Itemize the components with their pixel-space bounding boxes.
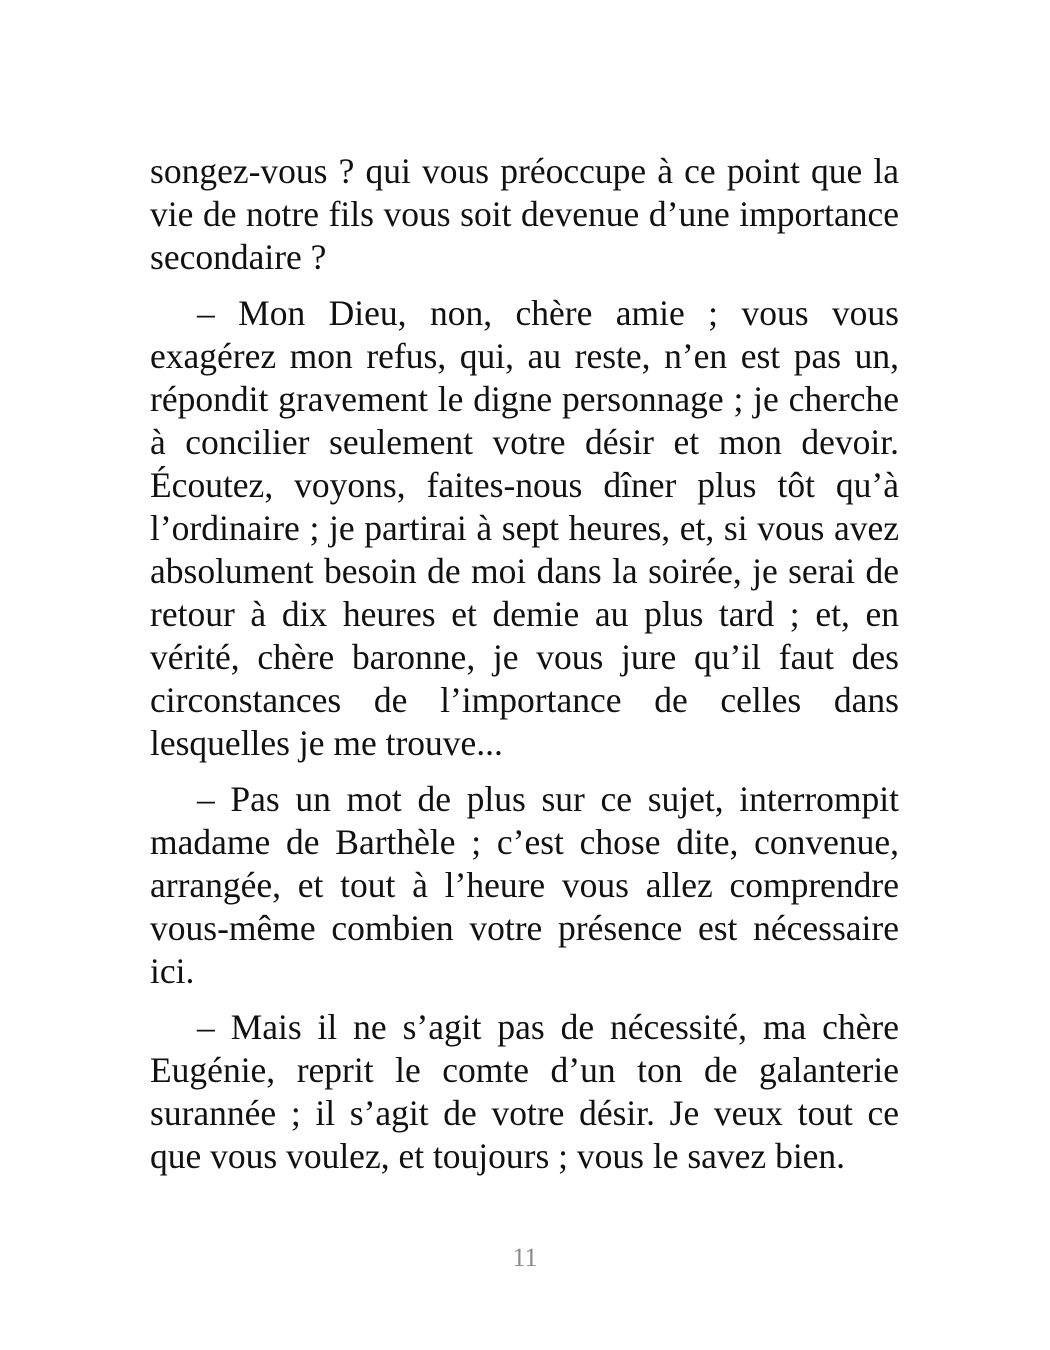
paragraph-continuation: songez-vous ? qui vous préoccupe à ce point que la vie de notre fils vous soit devenue d’une importance secondaire ? [150, 151, 899, 277]
page-number: 11 [512, 1243, 538, 1272]
page-text [150, 150, 899, 1191]
paragraph-dialogue: – Mon Dieu, non, chère amie ; vous vous exagérez mon refus, qui, au reste, n’en est pas un, répondit gravement le digne personnage ; je cherche à concilier seulement votre désir et mon devoir. Écoutez, voyons, faites-nous dîner plus tôt qu’à l’ordinaire ; je partirai à sept heures, et, si vous avez absolument besoin de moi dans la soirée, je serai de retour à dix heures et demie au plus tard ; et, en vérité, chère baronne, je vous jure qu’il faut des circonstances de l’importance de celles dans lesquelles je me trouve... [150, 293, 899, 763]
paragraph-dialogue: – Mais il ne s’agit pas de nécessité, ma chère Eugénie, reprit le comte d’un ton de galanterie surannée ; il s’agit de votre désir. Je veux tout ce que vous voulez, et toujours ; vous le savez bien. [150, 1007, 899, 1176]
paragraph-dialogue: – Pas un mot de plus sur ce sujet, interrompit madame de Barthèle ; c’est chose dite, convenue, arrangée, et tout à l’heure vous allez comprendre vous-même combien votre présence est nécessaire ici. [150, 779, 899, 991]
